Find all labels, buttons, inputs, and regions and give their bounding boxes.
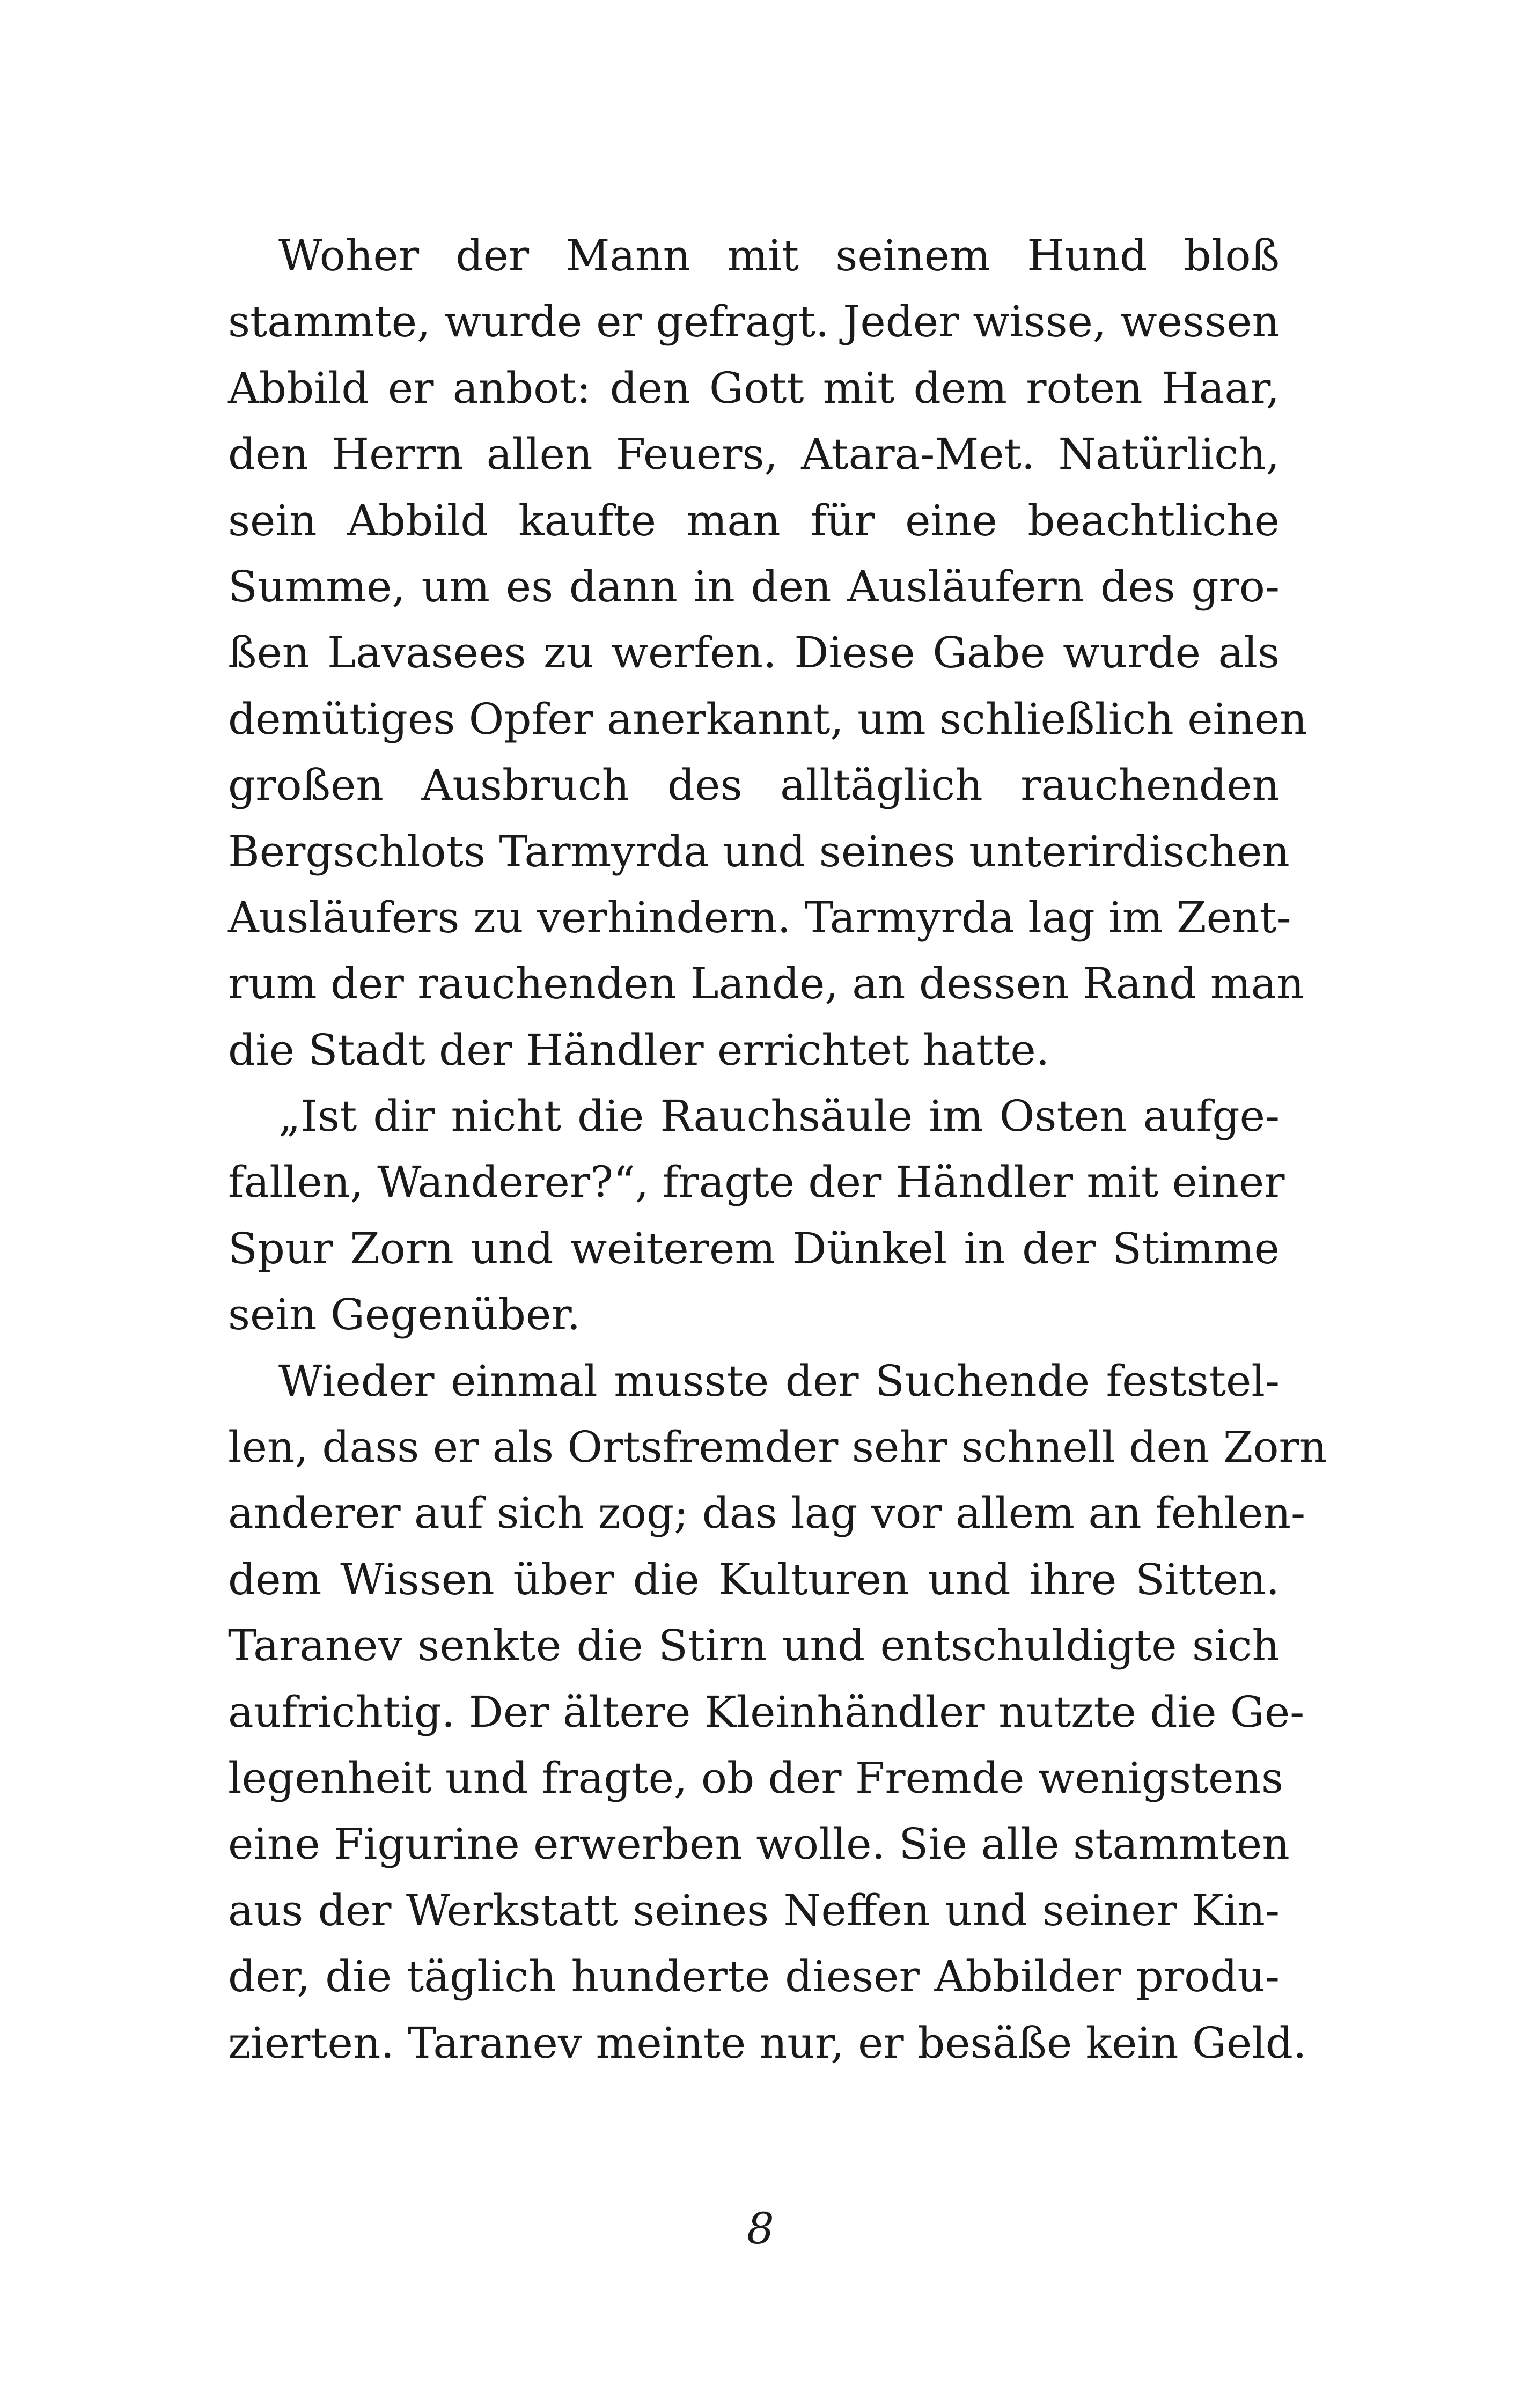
page-number: 8	[747, 2204, 774, 2254]
text-line: Ausläufers zu verhindern. Tarmyrda lag im Zent-	[228, 892, 1291, 942]
text-line: Spur Zorn und weiterem Dünkel in der Stimme	[228, 1223, 1280, 1273]
text-line: Abbild er anbot: den Gott mit dem roten Haar,	[228, 363, 1280, 413]
text-line: Summe, um es dann in den Ausläufern des gro-	[228, 561, 1280, 612]
text-line: demütiges Opfer anerkannt, um schließlich einen	[228, 694, 1307, 744]
text-line: Bergschlots Tarmyrda und seines unterirdischen	[228, 826, 1290, 877]
text-line: „Ist dir nicht die Rauchsäule im Osten aufge-	[278, 1091, 1280, 1142]
text-line: zierten. Taranev meinte nur, er besäße kein Geld.	[228, 2017, 1307, 2068]
text-line: fallen, Wanderer?“, fragte der Händler mit einer	[228, 1157, 1285, 1207]
text-line: sein Abbild kaufte man für eine beachtliche	[228, 495, 1280, 546]
text-line: anderer auf sich zog; das lag vor allem an fehlen-	[228, 1488, 1306, 1538]
text-line: stammte, wurde er gefragt. Jeder wisse, wessen	[228, 297, 1280, 347]
text-line: ßen Lavasees zu werfen. Diese Gabe wurde als	[228, 628, 1280, 678]
text-line: Wieder einmal musste der Suchende feststel-	[278, 1356, 1280, 1406]
text-line: dem Wissen über die Kulturen und ihre Sitten.	[228, 1554, 1280, 1604]
text-line: aus der Werkstatt seines Neffen und seiner Kin-	[228, 1885, 1280, 1935]
text-line: rum der rauchenden Lande, an dessen Rand man	[228, 959, 1304, 1009]
text-line: Woher der Mann mit seinem Hund bloß	[278, 231, 1280, 281]
text-line: großen Ausbruch des alltäglich rauchenden	[228, 760, 1280, 811]
text-line: len, dass er als Ortsfremder sehr schnell den Zorn	[228, 1422, 1327, 1472]
text-line: der, die täglich hunderte dieser Abbilder produ-	[228, 1952, 1280, 2002]
text-line: eine Figurine erwerben wolle. Sie alle stammten	[228, 1819, 1290, 1869]
text-line: legenheit und fragte, ob der Fremde wenigstens	[228, 1752, 1284, 1803]
text-line: aufrichtig. Der ältere Kleinhändler nutzte die Ge-	[228, 1687, 1305, 1737]
text-line: den Herrn allen Feuers, Atara-Met. Natürlich,	[228, 429, 1280, 480]
text-line: Taranev senkte die Stirn und entschuldigte sich	[228, 1621, 1280, 1671]
text-line: sein Gegenüber.	[228, 1290, 581, 1340]
text-line: die Stadt der Händler errichtet hatte.	[228, 1025, 1050, 1075]
body-text	[228, 223, 1327, 2076]
